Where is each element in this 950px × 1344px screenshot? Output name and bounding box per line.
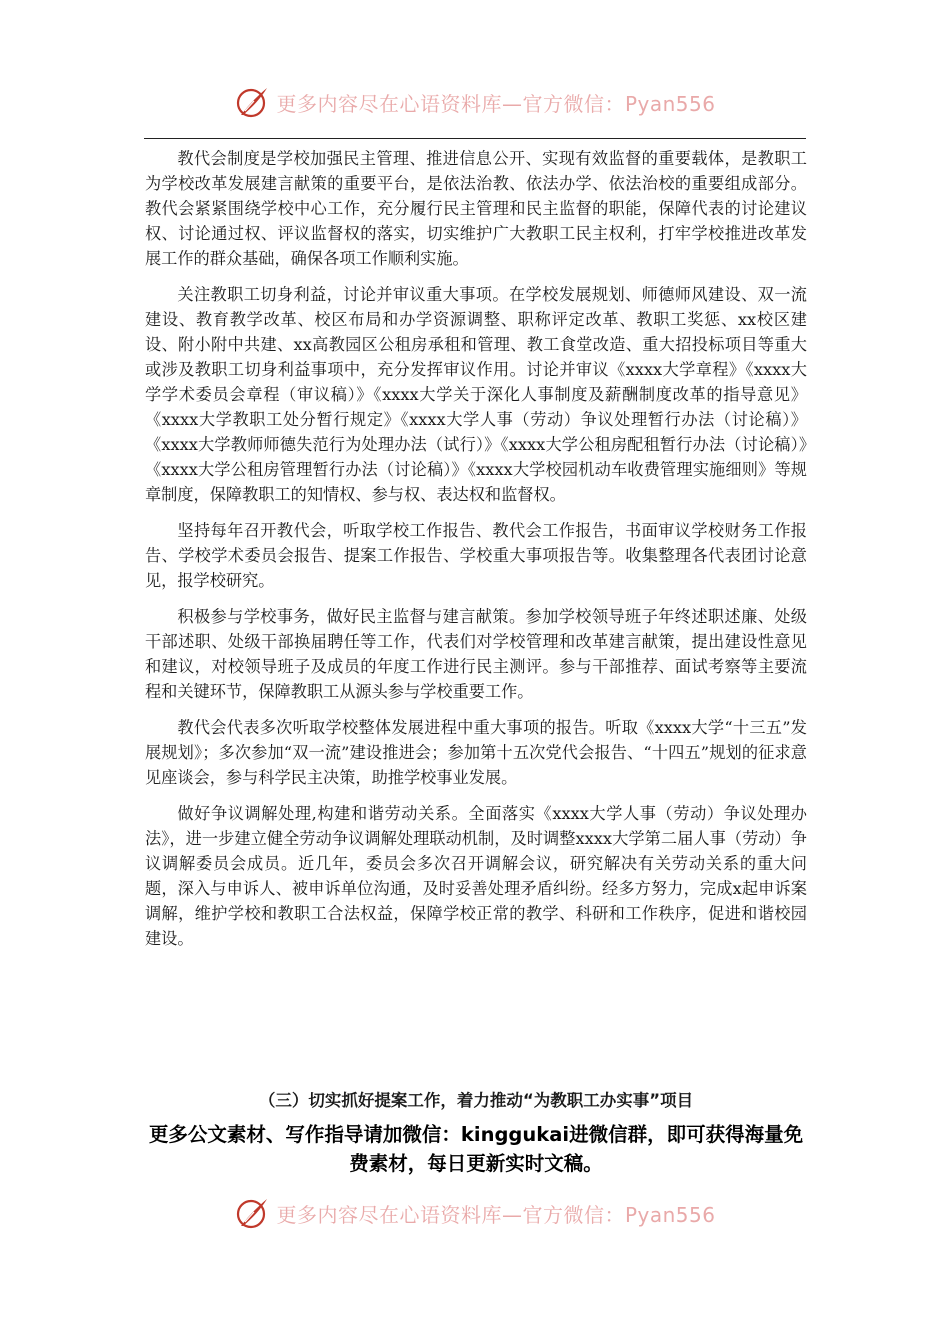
quill-pen-icon	[234, 84, 270, 120]
header-banner-text: 更多内容尽在心语资料库—官方微信：Pyan556	[276, 91, 716, 116]
promo-notice: 更多公文素材、写作指导请加微信：kinggukai进微信群，即可获得海量免费素材，每日更新实时文稿。	[148, 1123, 804, 1175]
paragraph: 坚持每年召开教代会，听取学校工作报告、教代会工作报告，书面审议学校财务工作报告、学校学术委员会报告、提案工作报告、学校重大事项报告等。收集整理各代表团讨论意见，报学校研究。	[145, 521, 807, 590]
paragraph: 积极参与学校事务，做好民主监督与建言献策。参加学校领导班子年终述职述廉、处级干部述职、处级干部换届聘任等工作，代表们对学校管理和改革建言献策，提出建设性意见和建议，对校领导班子及成员的年度工作进行民主测评。参与干部推荐、面试考察等主要流程和关键环节，保障教职工从源头参与学校重要工作。	[145, 607, 807, 701]
quill-pen-icon	[234, 1195, 270, 1231]
document-body	[145, 146, 807, 962]
paragraph: 做好争议调解处理,构建和谐劳动关系。全面落实《xxxx大学人事（劳动）争议处理办法》，进一步建立健全劳动争议调解处理联动机制，及时调整xxxx大学第二届人事（劳动）争议调解委员会成员。近几年，委员会多次召开调解会议，研究解决有关劳动关系的重大问题，深入与申诉人、被申诉单位沟通，及时妥善处理矛盾纠纷。经多方努力，完成x起申诉案调解，维护学校和教职工合法权益，保障学校正常的教学、科研和工作秩序，促进和谐校园建设。	[145, 804, 807, 948]
paragraph: 关注教职工切身利益，讨论并审议重大事项。在学校发展规划、师德师风建设、双一流建设、教育教学改革、校区布局和办学资源调整、职称评定改革、教职工奖惩、xx校区建设、附小附中共建、xx高教园区公租房承租和管理、教工食堂改造、重大招投标项目等重大或涉及教职工切身利益事项中，充分发挥审议作用。讨论并审议《xxxx大学章程》《xxxx大学学术委员会章程（审议稿）》《xxxx大学关于深化人事制度及薪酬制度改革的指导意见》《xxxx大学教职工处分暂行规定》《xxxx大学人事（劳动）争议处理暂行办法（讨论稿）》《xxxx大学教师师德失范行为处理办法（试行）》《xxxx大学公租房配租暂行办法（讨论稿）》《xxxx大学公租房管理暂行办法（讨论稿）》《xxxx大学校园机动车收费管理实施细则》等规章制度，保障教职工的知情权、参与权、表达权和监督权。	[145, 285, 807, 504]
paragraph: 教代会制度是学校加强民主管理、推进信息公开、实现有效监督的重要载体，是教职工为学校改革发展建言献策的重要平台，是依法治教、依法办学、依法治校的重要组成部分。教代会紧紧围绕学校中心工作，充分履行民主管理和民主监督的职能，保障代表的讨论建议权、讨论通过权、评议监督权的落实，切实维护广大教职工民主权利，打牢学校推进改革发展工作的群众基础，确保各项工作顺利实施。	[145, 149, 807, 268]
footer-banner	[0, 1193, 950, 1233]
footer-banner-text: 更多内容尽在心语资料库—官方微信：Pyan556	[276, 1202, 716, 1227]
paragraph: 教代会代表多次听取学校整体发展进程中重大事项的报告。听取《xxxx大学“十三五”发展规划》；多次参加“双一流”建设推进会；参加第十五次党代会报告、“十四五”规划的征求意见座谈会，参与科学民主决策，助推学校事业发展。	[145, 718, 807, 787]
section-subheading: （三）切实抓好提案工作，着力推动“为教职工办实事”项目	[258, 1091, 694, 1110]
header-banner	[0, 82, 950, 122]
header-rule	[144, 138, 806, 139]
